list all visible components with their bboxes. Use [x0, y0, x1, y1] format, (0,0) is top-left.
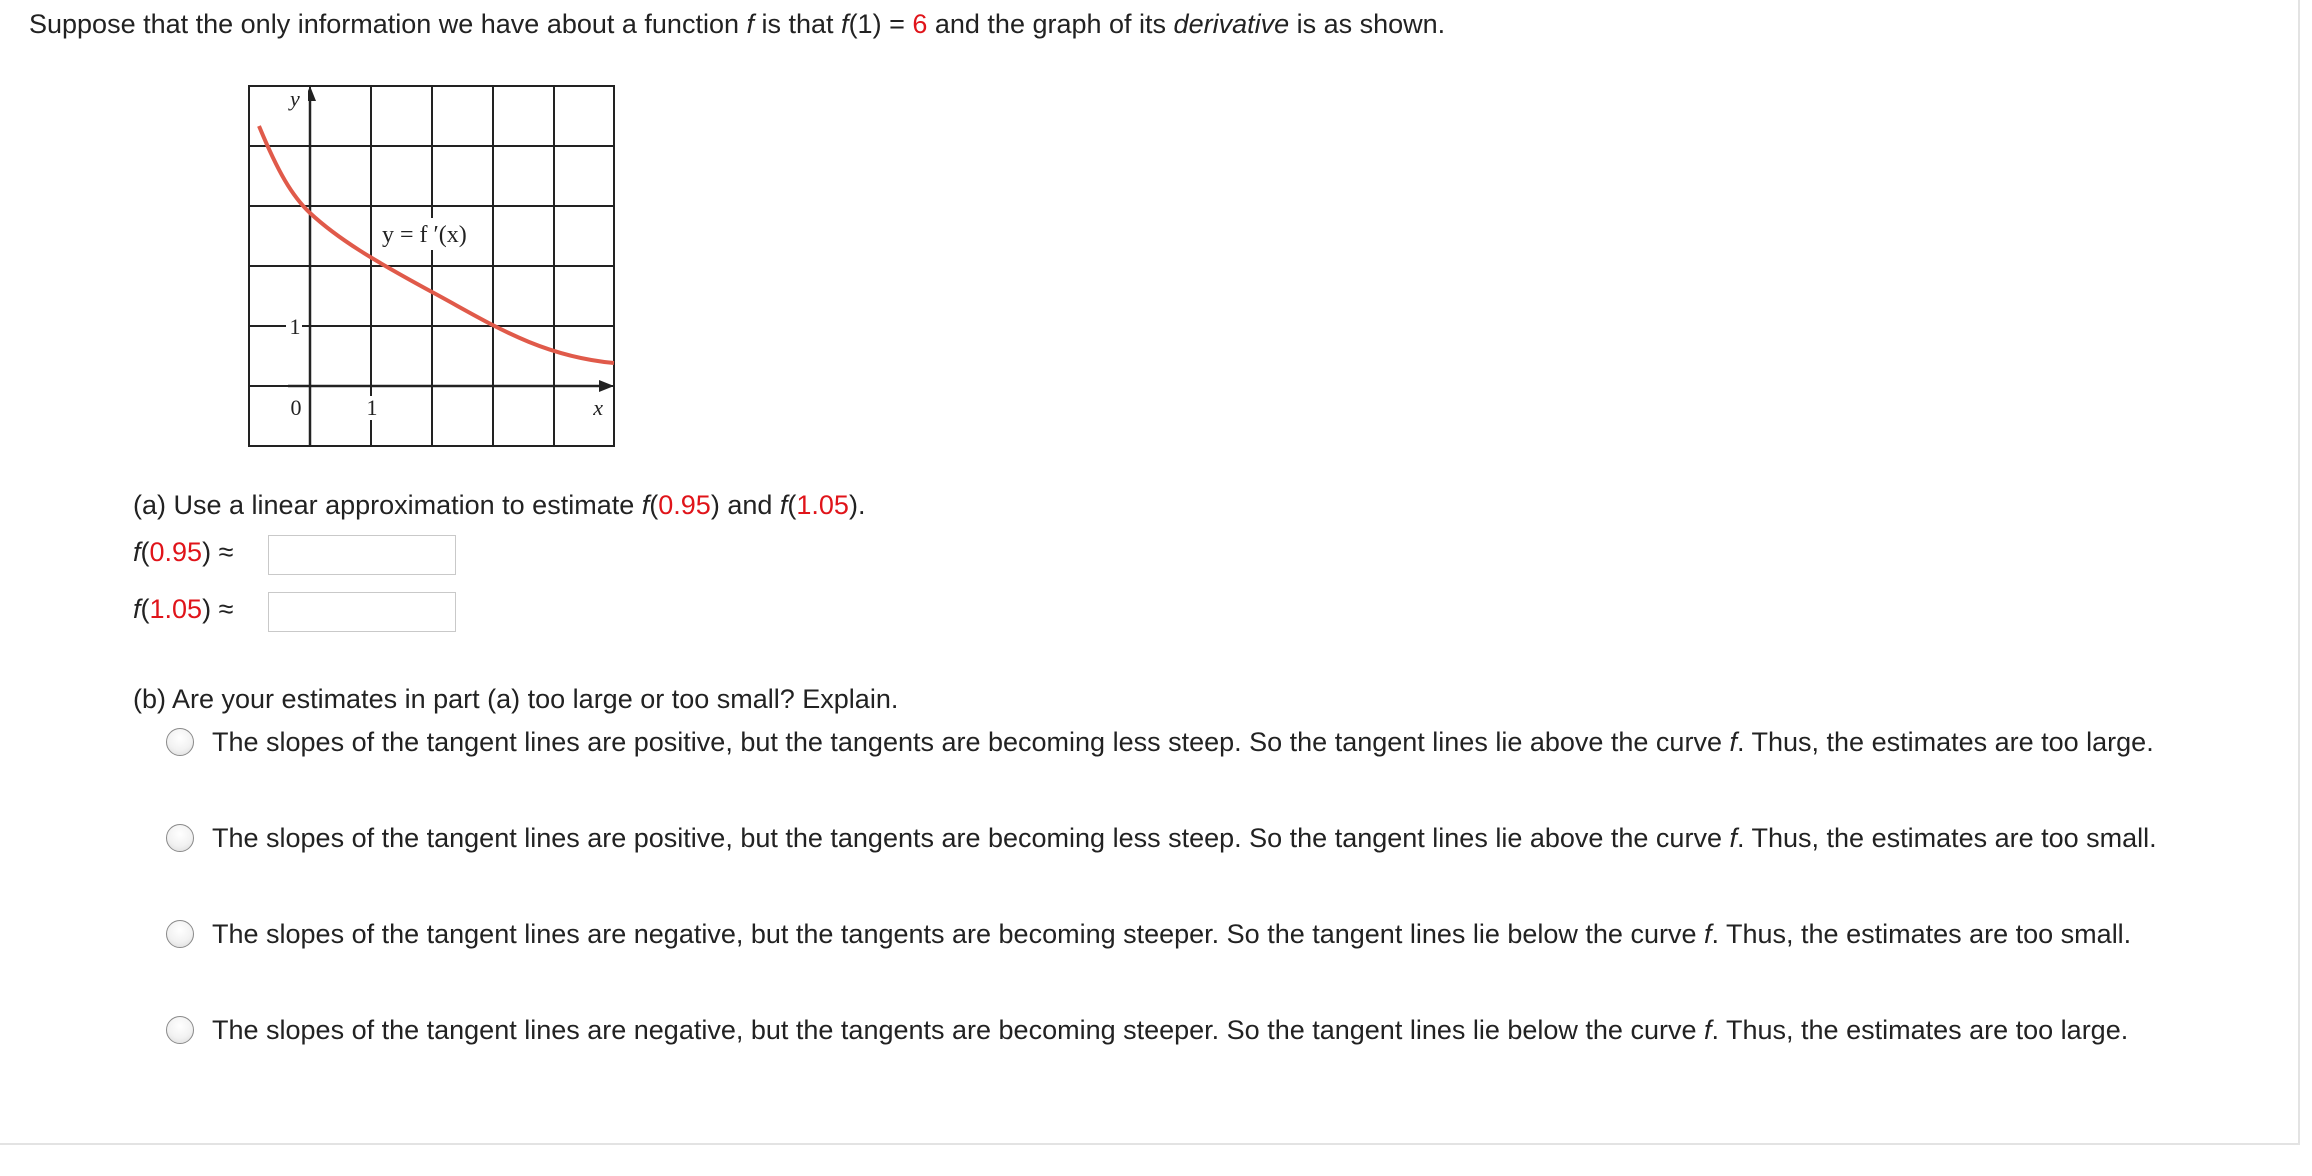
panel-bottom-border [0, 1143, 2300, 1145]
y-tick-label: 1 [289, 314, 301, 339]
option-1-text: The slopes of the tangent lines are positive, but the tangents are becoming less steep. So the tangent lines lie above the curve f. Thus, the estimates are too large. [212, 727, 2154, 757]
given-value: 6 [912, 9, 928, 39]
radio-option-4[interactable] [166, 1016, 194, 1044]
x-axis-label: x [593, 395, 603, 420]
curve-label: y = f ′(x) [382, 222, 467, 248]
option-3-text: The slopes of the tangent lines are negative, but the tangents are becoming steeper. So the tangent lines lie below the curve f. Thus, the estimates are too small. [212, 919, 2132, 949]
option-2-text: The slopes of the tangent lines are positive, but the tangents are becoming less steep. So the tangent lines lie above the curve f. Thus, the estimates are too small. [212, 823, 2157, 853]
question-text: Suppose that the only information we have about a function f is that f(1) = 6 and the graph of its derivative is as shown. [29, 9, 1446, 39]
part-b-prompt: (b) Are your estimates in part (a) too large or too small? Explain. [133, 684, 899, 714]
f-095-label: f(0.95) ≈ [133, 537, 234, 567]
radio-option-3[interactable] [166, 920, 194, 948]
origin-label: 0 [290, 395, 302, 420]
radio-option-1[interactable] [166, 728, 194, 756]
graph-grid [249, 86, 614, 446]
derivative-graph [248, 84, 615, 448]
answer-option-4[interactable] [166, 1010, 2276, 1050]
f-105-label: f(1.05) ≈ [133, 594, 234, 624]
f-105-input[interactable] [268, 592, 456, 632]
f-095-input[interactable] [268, 535, 456, 575]
panel-right-border [2298, 0, 2300, 1145]
option-4-text: The slopes of the tangent lines are negative, but the tangents are becoming steeper. So the tangent lines lie below the curve f. Thus, the estimates are too large. [212, 1015, 2129, 1045]
part-a-prompt: (a) Use a linear approximation to estimate f(0.95) and f(1.05). [133, 490, 866, 520]
x-label-bg [575, 396, 595, 418]
answer-option-1[interactable] [166, 722, 2276, 762]
answer-option-2[interactable] [166, 818, 2276, 858]
answer-option-3[interactable] [166, 914, 2276, 954]
x-tick-label: 1 [366, 395, 378, 420]
radio-option-2[interactable] [166, 824, 194, 852]
y-axis-label: y [290, 86, 300, 111]
